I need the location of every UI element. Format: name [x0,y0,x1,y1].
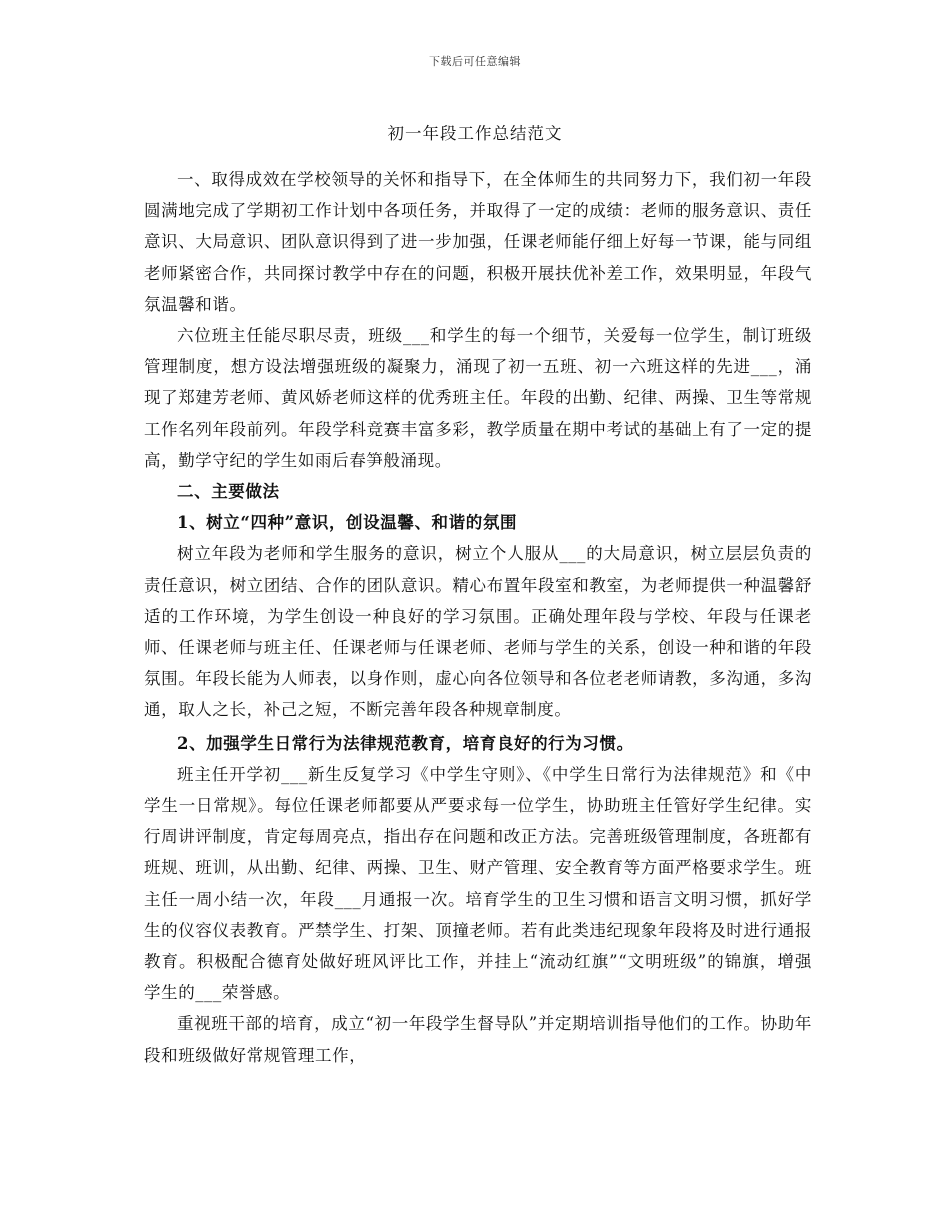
paragraph-head-teachers: 六位班主任能尽职尽责，班级___和学生的每一个细节，关爱每一位学生，制订班级管理制度，想方设法增强班级的凝聚力，涌现了初一五班、初一六班这样的先进___，涌现了郑建芳老师、黄风娇老师这样的优秀班主任。年段的出勤、纪律、两操、卫生等常规工作名列年段前列。年段学科竞赛丰富多彩，教学质量在期中考试的基础上有了一定的提高，勤学守纪的学生如雨后春笋般涌现。 [144,326,812,470]
paragraph-behavior-education: 班主任开学初___新生反复学习《中学生守则》、《中学生日常行为法律规范》和《中学生一日常规》。每位任课老师都要从严要求每一位学生，协助班主任管好学生纪律。实行周讲评制度，肯定每周亮点，指出存在问题和改正方法。完善班级管理制度，各班都有班规、班训，从出勤、纪律、两操、卫生、财产管理、安全教育等方面严格要求学生。班主任一周小结一次，年段___月通报一次。培育学生的卫生习惯和语言文明习惯，抓好学生的仪容仪表教育。严禁学生、打架、顶撞老师。若有此类违纪现象年段将及时进行通报教育。积极配合德育处做好班风评比工作，并挂上“流动红旗”“文明班级”的锦旗，增强学生的___荣誉感。 [144,764,812,1003]
subheading-four-awareness: 1、树立“四种”意识，创设温馨、和谐的氛围 [177,513,518,533]
document-title: 初一年段工作总结范文 [387,124,563,143]
document-body [144,164,812,1071]
paragraph-four-awareness: 树立年段为老师和学生服务的意识，树立个人服从___的大局意识，树立层层负责的责任意识，树立团结、合作的团队意识。精心布置年段室和教室，为老师提供一种温馨舒适的工作环境，为学生创设一种良好的学习氛围。正确处理年段与学校、年段与任课老师、任课老师与班主任、任课老师与任课老师、老师与学生的关系，创设一种和谐的年段氛围。年段长能为人师表，以身作则，虚心向各位领导和各位老老师请教，多沟通，多沟通，取人之长，补己之短，不断完善年段各种规章制度。 [144,544,812,720]
section-heading-main-methods: 二、主要做法 [177,482,280,502]
paragraph-achievements: 一、取得成效在学校领导的关怀和指导下，在全体师生的共同努力下，我们初一年段圆满地完成了学期初工作计划中各项任务，并取得了一定的成绩：老师的服务意识、责任意识、大局意识、团队意识得到了进一步加强，任课老师能仔细上好每一节课，能与同组老师紧密合作，共同探讨教学中存在的问题，积极开展扶优补差工作，效果明显，年段气氛温馨和谐。 [144,170,812,314]
header-note: 下载后可任意编辑 [429,55,521,68]
subheading-behavior-education: 2、加强学生日常行为法律规范教育，培育良好的行为习惯。 [177,733,634,753]
paragraph-class-cadres: 重视班干部的培育，成立“初一年段学生督导队”并定期培训指导他们的工作。协助年段和班级做好常规管理工作， [144,1014,812,1065]
